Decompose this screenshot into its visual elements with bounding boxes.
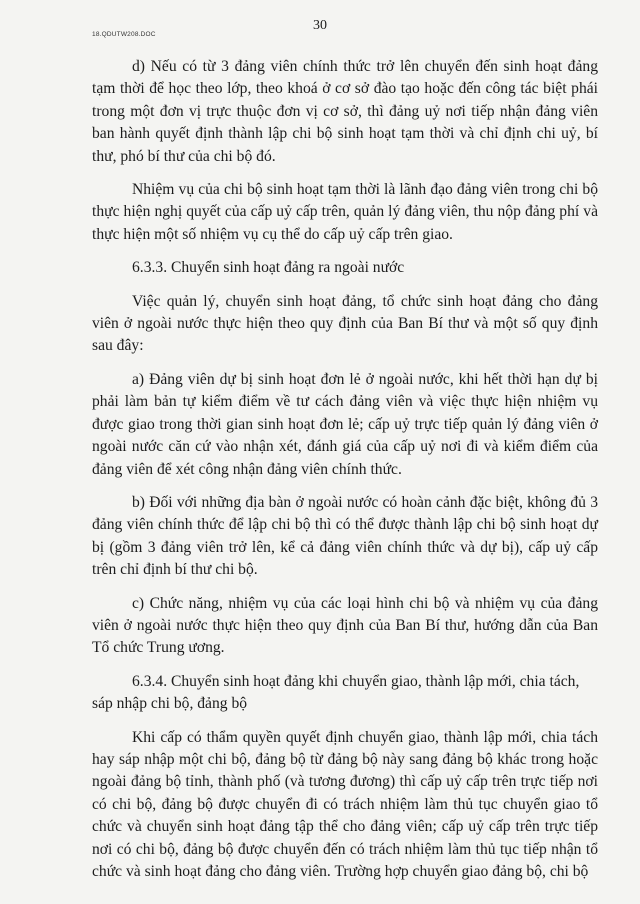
paragraph-transfer: Khi cấp có thẩm quyền quyết định chuyển giao, thành lập mới, chia tách hay sáp nhập một chi bộ, đảng bộ từ đảng bộ này sang đảng bộ khác trong hoặc ngoài đảng bộ tỉnh, thành phố (và tương đương) thì cấp uỷ cấp trên trực tiếp nơi có chi bộ, đảng bộ được chuyển đi có trách nhiệm làm thủ tục chuyển giao tổ chức và chuyển sinh hoạt đảng tập thể cho đảng viên; cấp uỷ cấp trên trực tiếp nơi có chi bộ, đảng bộ được chuyển đến có trách nhiệm làm thủ tục tiếp nhận tổ chức và sinh hoạt đảng cho đảng viên. Trường hợp chuyển giao đảng bộ, chi bộ bbox=[92, 728, 598, 880]
paragraph-a: a) Đảng viên dự bị sinh hoạt đơn lẻ ở ngoài nước, khi hết thời hạn dự bị phải làm bản tự kiểm điểm về tư cách đảng viên và việc thực hiện nhiệm vụ được giao trong thời gian sinh hoạt đơn lẻ; cấp uỷ trực tiếp quản lý đảng viên ở ngoài nước căn cứ vào nhận xét, đánh giá của cấp uỷ nơi đi và kiểm điểm của đảng viên để xét công nhận đảng viên chính thức. bbox=[92, 370, 598, 478]
section-heading-6-3-3: 6.3.3. Chuyển sinh hoạt đảng ra ngoài nước bbox=[132, 259, 405, 277]
file-label: 18.QDUTW208.DOC bbox=[92, 31, 156, 38]
paragraph-d: d) Nếu có từ 3 đảng viên chính thức trở lên chuyển đến sinh hoạt đảng tạm thời để học theo lớp, theo khoá ở cơ sở đào tạo hoặc đến công tác biệt phái trong một đơn vị trực thuộc đơn vị cơ sở, thì đảng uỷ nơi tiếp nhận đảng viên ban hành quyết định thành lập chi bộ sinh hoạt tạm thời và chỉ định chi uỷ, bí thư, phó bí thư của chi bộ đó. bbox=[92, 58, 598, 165]
page-number: 30 bbox=[313, 18, 327, 33]
document-body bbox=[92, 56, 598, 894]
paragraph-c: c) Chức năng, nhiệm vụ của các loại hình chi bộ và nhiệm vụ của đảng viên ở ngoài nước thực hiện theo quy định của Ban Bí thư, hướng dẫn của Ban Tổ chức Trung ương. bbox=[92, 594, 598, 657]
paragraph-temporary-cell-duties: Nhiệm vụ của chi bộ sinh hoạt tạm thời là lãnh đạo đảng viên trong chi bộ thực hiện nghị quyết của cấp uỷ cấp trên, quản lý đảng viên, thu nộp đảng phí và thực hiện một số nhiệm vụ cụ thể do cấp uỷ cấp trên giao. bbox=[92, 181, 598, 243]
paragraph-b: b) Đối với những địa bàn ở ngoài nước có hoàn cảnh đặc biệt, không đủ 3 đảng viên chính thức để lập chi bộ thì có thể được thành lập chi bộ sinh hoạt dự bị (gồm 3 đảng viên trở lên, kể cả đảng viên chính thức và dự bị), cấp uỷ cấp trên chỉ định bí thư chi bộ. bbox=[92, 493, 598, 579]
section-heading-6-3-4: 6.3.4. Chuyển sinh hoạt đảng khi chuyển giao, thành lập mới, chia tách, sáp nhập chi bộ, đảng bộ bbox=[92, 672, 580, 713]
paragraph-overseas-intro: Việc quản lý, chuyển sinh hoạt đảng, tổ chức sinh hoạt đảng cho đảng viên ở ngoài nước thực hiện theo quy định của Ban Bí thư và một số quy định sau đây: bbox=[92, 292, 598, 355]
